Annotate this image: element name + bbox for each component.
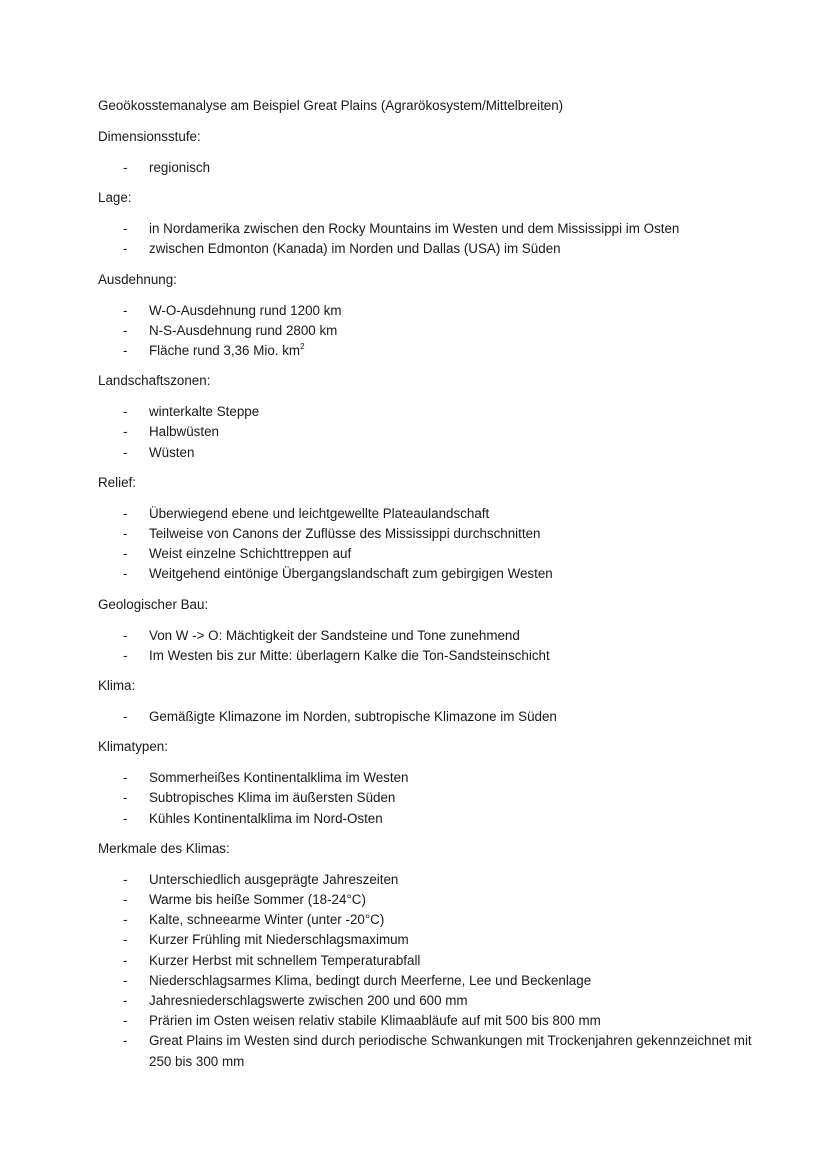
list-item: - winterkalte Steppe	[98, 402, 768, 422]
list-item: - Halbwüsten	[98, 422, 768, 442]
bullet-list	[98, 626, 768, 666]
bullet-dash: -	[123, 404, 128, 420]
list-item: - Überwiegend ebene und leichtgewellte Plateaulandschaft	[98, 504, 768, 524]
bullet-dash: -	[123, 526, 128, 542]
list-item: - Teilweise von Canons der Zuflüsse des Mississippi durchschnitten	[98, 524, 768, 544]
section-heading: Lage:	[98, 190, 132, 206]
section-heading: Dimensionsstufe:	[98, 129, 201, 144]
bullet-list	[98, 768, 768, 829]
bullet-list	[98, 707, 768, 727]
bullet-dash: -	[123, 770, 128, 786]
bullet-dash: -	[123, 444, 128, 460]
list-item: - Jahresniederschlagswerte zwischen 200 und 600 mm	[98, 991, 768, 1011]
list-item: - Prärien im Osten weisen relativ stabile Klimaabläufe auf mit 500 bis 800 mm	[98, 1011, 768, 1031]
section-heading: Ausdehnung:	[98, 271, 177, 287]
bullet-dash: -	[123, 932, 128, 948]
bullet-dash: -	[123, 952, 128, 968]
bullet-list	[98, 402, 768, 463]
bullet-dash: -	[123, 546, 128, 562]
bullet-dash: -	[123, 993, 128, 1009]
section-landschaftszonen	[98, 371, 768, 463]
bullet-dash: -	[123, 972, 128, 988]
bullet-list	[98, 158, 768, 178]
bullet-dash: -	[123, 566, 128, 582]
document-title: Geoökosstemanalyse am Beispiel Great Plains (Agrarökosystem/Mittelbreiten)	[98, 98, 564, 113]
section-heading: Merkmale des Klimas:	[98, 840, 230, 856]
bullet-dash: -	[123, 302, 128, 318]
bullet-dash: -	[123, 241, 128, 257]
bullet-dash: -	[123, 871, 128, 887]
section-lage	[98, 188, 768, 259]
bullet-dash: -	[123, 647, 128, 663]
bullet-dash: -	[123, 221, 128, 237]
bullet-dash: -	[123, 810, 128, 826]
list-item: - Sommerheißes Kontinentalklima im Westen	[98, 768, 768, 788]
section-heading: Geologischer Bau:	[98, 596, 209, 612]
list-item: - Great Plains im Westen sind durch periodische Schwankungen mit Trockenjahren gekennzeichnet mit 250 bis 300 mm	[123, 1033, 752, 1069]
bullet-dash: -	[123, 322, 128, 338]
bullet-list	[98, 301, 768, 362]
list-item: - Wüsten	[98, 443, 768, 463]
section-klima	[98, 676, 768, 727]
section-heading: Klima:	[98, 678, 136, 694]
bullet-dash: -	[123, 1013, 128, 1029]
bullet-dash: -	[123, 505, 128, 521]
list-item: - N-S-Ausdehnung rund 2800 km	[98, 321, 768, 341]
list-item: - Kühles Kontinentalklima im Nord-Osten	[98, 809, 768, 829]
list-item: - Niederschlagsarmes Klima, bedingt durch Meerferne, Lee und Beckenlage	[98, 971, 768, 991]
bullet-dash: -	[123, 627, 128, 643]
bullet-dash: -	[123, 892, 128, 908]
bullet-dash: -	[123, 424, 128, 440]
section-merkmale-des-klimas	[98, 839, 768, 1072]
list-item: - Weitgehend eintönige Übergangslandschaft zum gebirgigen Westen	[98, 564, 768, 584]
section-heading: Landschaftszonen:	[98, 373, 211, 389]
bullet-dash: -	[123, 1033, 128, 1049]
list-item: - zwischen Edmonton (Kanada) im Norden und Dallas (USA) im Süden	[98, 239, 768, 259]
bullet-list	[98, 504, 768, 585]
list-item: - Gemäßigte Klimazone im Norden, subtropische Klimazone im Süden	[98, 707, 768, 727]
list-item: - Weist einzelne Schichttreppen auf	[98, 544, 768, 564]
list-item: - Im Westen bis zur Mitte: überlagern Kalke die Ton-Sandsteinschicht	[98, 646, 768, 666]
list-item: - Kurzer Frühling mit Niederschlagsmaximum	[98, 930, 768, 950]
section-dimensionsstufe	[98, 127, 768, 178]
list-item: - in Nordamerika zwischen den Rocky Mountains im Westen und dem Mississippi im Osten	[98, 219, 768, 239]
list-item: - Subtropisches Klima im äußersten Süden	[98, 788, 768, 808]
section-ausdehnung	[98, 270, 768, 362]
bullet-dash: -	[123, 160, 128, 175]
bullet-dash: -	[123, 912, 128, 928]
list-item: - W-O-Ausdehnung rund 1200 km	[98, 301, 768, 321]
bullet-dash: -	[123, 343, 128, 359]
section-relief	[98, 473, 768, 585]
list-item: - regionisch	[98, 158, 768, 178]
list-item: - Unterschiedlich ausgeprägte Jahreszeiten	[98, 870, 768, 890]
bullet-list	[98, 870, 768, 1072]
section-heading: Relief:	[98, 474, 136, 490]
bullet-dash: -	[123, 790, 128, 806]
section-geologischer-bau	[98, 595, 768, 666]
bullet-list	[98, 219, 768, 259]
area-superscript: 2	[300, 342, 305, 352]
bullet-dash: -	[123, 709, 128, 725]
list-item: - Warme bis heiße Sommer (18-24°C)	[98, 890, 768, 910]
list-item: - Kalte, schneearme Winter (unter -20°C)	[98, 910, 768, 930]
list-item: - Kurzer Herbst mit schnellem Temperaturabfall	[98, 951, 768, 971]
list-item: - Von W -> O: Mächtigkeit der Sandsteine und Tone zunehmend	[98, 626, 768, 646]
list-item: - Fläche rund 3,36 Mio. $km^2$	[98, 341, 768, 361]
section-klimatypen	[98, 737, 768, 829]
section-heading: Klimatypen:	[98, 739, 168, 755]
